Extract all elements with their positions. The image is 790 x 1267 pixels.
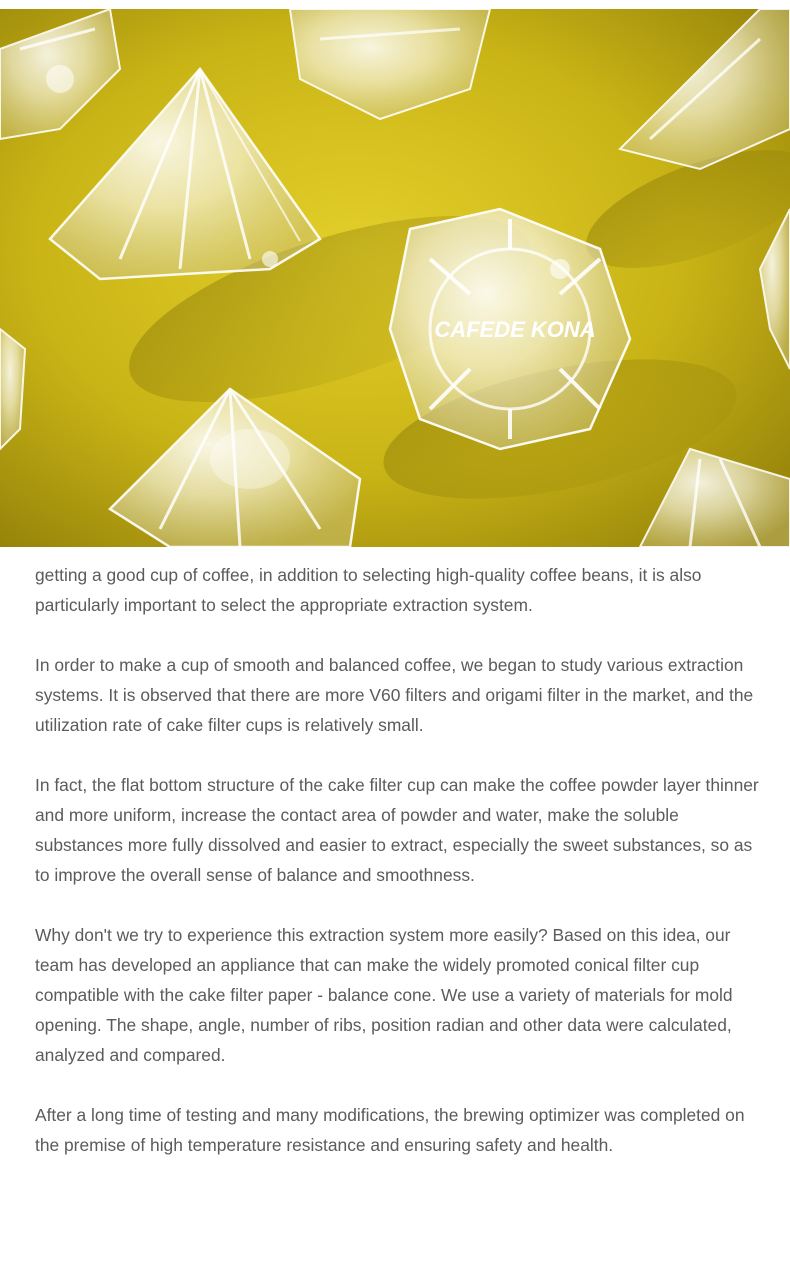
- paragraph-extraction-intro: getting a good cup of coffee, in addition to selecting high-quality coffee beans, it is also particularly important to select the appropriate extraction system.: [35, 565, 702, 615]
- paragraph-balance-cone: Why don't we try to experience this extraction system more easily? Based on this idea, our team has developed an appliance that can make the widely promoted conical filter cup compatible with the cake filter paper - balance cone. We use a variety of materials for mold opening. The shape, angle, number of ribs, position radian and other data were calculated, analyzed and compared.: [35, 925, 733, 1065]
- paragraph-study-systems: In order to make a cup of smooth and balanced coffee, we began to study various extraction systems. It is observed that there are more V60 filters and origami filter in the market, and the utilization rate of cake filter cups is relatively small.: [35, 655, 754, 735]
- brand-mark: CAFEDE KONA: [434, 317, 596, 342]
- article-body: [35, 560, 770, 1190]
- hero-product-photo: [0, 9, 790, 547]
- paragraph-testing: After a long time of testing and many modifications, the brewing optimizer was completed on the premise of high temperature resistance and ensuring safety and health.: [35, 1105, 745, 1155]
- glass-cones-illustration: [0, 9, 790, 547]
- paragraph-flat-bottom: In fact, the flat bottom structure of the cake filter cup can make the coffee powder layer thinner and more uniform, increase the contact area of powder and water, make the soluble substances more fully dissolved and easier to extract, especially the sweet substances, so as to improve the overall sense of balance and smoothness.: [35, 775, 759, 885]
